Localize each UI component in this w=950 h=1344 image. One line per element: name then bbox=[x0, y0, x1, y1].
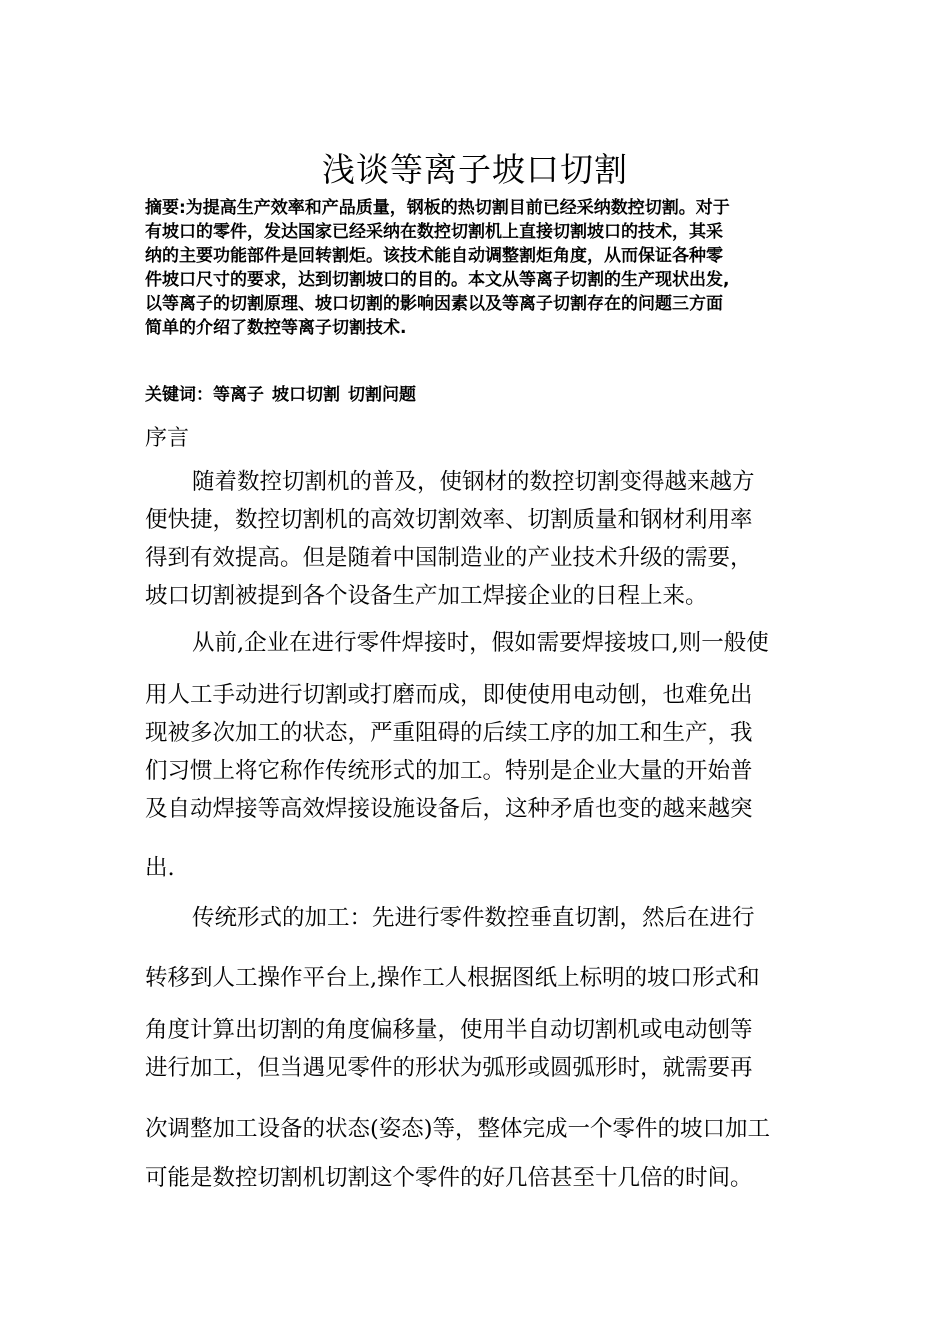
paragraph-line: 随着数控切割机的普及，使钢材的数控切割变得越来越方 bbox=[192, 469, 755, 495]
paragraph-line: 便快捷，数控切割机的高效切割效率、切割质量和钢材利用率 bbox=[145, 507, 753, 533]
paragraph-line: 可能是数控切割机切割这个零件的好几倍甚至十几倍的时间。 bbox=[145, 1165, 753, 1191]
paragraph-line: 进行加工，但当遇见零件的形状为弧形或圆弧形时，就需要再 bbox=[145, 1055, 753, 1081]
paragraph-line: 转移到人工操作平台上,操作工人根据图纸上标明的坡口形式和 bbox=[145, 965, 760, 991]
paragraph-line: 用人工手动进行切割或打磨而成，即使使用电动刨，也难免出 bbox=[145, 682, 753, 708]
paragraph-line: 角度计算出切割的角度偏移量，使用半自动切割机或电动刨等 bbox=[145, 1017, 753, 1043]
document-title: 浅谈等离子坡口切割 bbox=[322, 150, 628, 190]
keyword: 等离子 bbox=[213, 385, 264, 405]
keywords bbox=[145, 383, 424, 407]
abstract-line: 简单的介绍了数控等离子切割技术. bbox=[145, 318, 407, 338]
paragraph-line: 们习惯上将它称作传统形式的加工。特别是企业大量的开始普 bbox=[145, 758, 753, 784]
abstract-line: 纳的主要功能部件是回转割炬。该技术能自动调整割炬角度，从而保证各种零 bbox=[145, 246, 723, 266]
abstract-line: 以等离子的切割原理、坡口切割的影响因素以及等离子切割存在的问题三方面 bbox=[145, 294, 723, 314]
paragraph-line: 及自动焊接等高效焊接设施设备后，这种矛盾也变的越来越突 bbox=[145, 796, 753, 822]
abstract bbox=[145, 196, 810, 340]
abstract-line: 件坡口尺寸的要求，达到切割坡口的目的。本文从等离子切割的生产现状出发, bbox=[145, 270, 730, 290]
keywords-label: 关键词： bbox=[145, 385, 213, 405]
section-heading: 序言 bbox=[145, 426, 190, 451]
keyword: 坡口切割 bbox=[272, 385, 340, 405]
abstract-line: 摘要:为提高生产效率和产品质量，钢板的热切割目前已经采纳数控切割。对于 bbox=[145, 198, 730, 218]
abstract-line: 有坡口的零件，发达国家已经采纳在数控切割机上直接切割坡口的技术，其采 bbox=[145, 222, 723, 242]
paragraph-line: 坡口切割被提到各个设备生产加工焊接企业的日程上来。 bbox=[145, 583, 708, 609]
paragraph-line: 现被多次加工的状态，严重阻碍的后续工序的加工和生产，我 bbox=[145, 720, 753, 746]
keyword: 切割问题 bbox=[348, 385, 416, 405]
paragraph-line: 出. bbox=[145, 855, 175, 881]
paragraph-line: 从前,企业在进行零件焊接时，假如需要焊接坡口,则一般使 bbox=[192, 630, 769, 656]
paragraph-line: 传统形式的加工：先进行零件数控垂直切割，然后在进行 bbox=[192, 905, 755, 931]
paragraph-line: 得到有效提高。但是随着中国制造业的产业技术升级的需要， bbox=[145, 545, 753, 571]
paragraph-line: 次调整加工设备的状态(姿态)等，整体完成一个零件的坡口加工 bbox=[145, 1116, 771, 1142]
